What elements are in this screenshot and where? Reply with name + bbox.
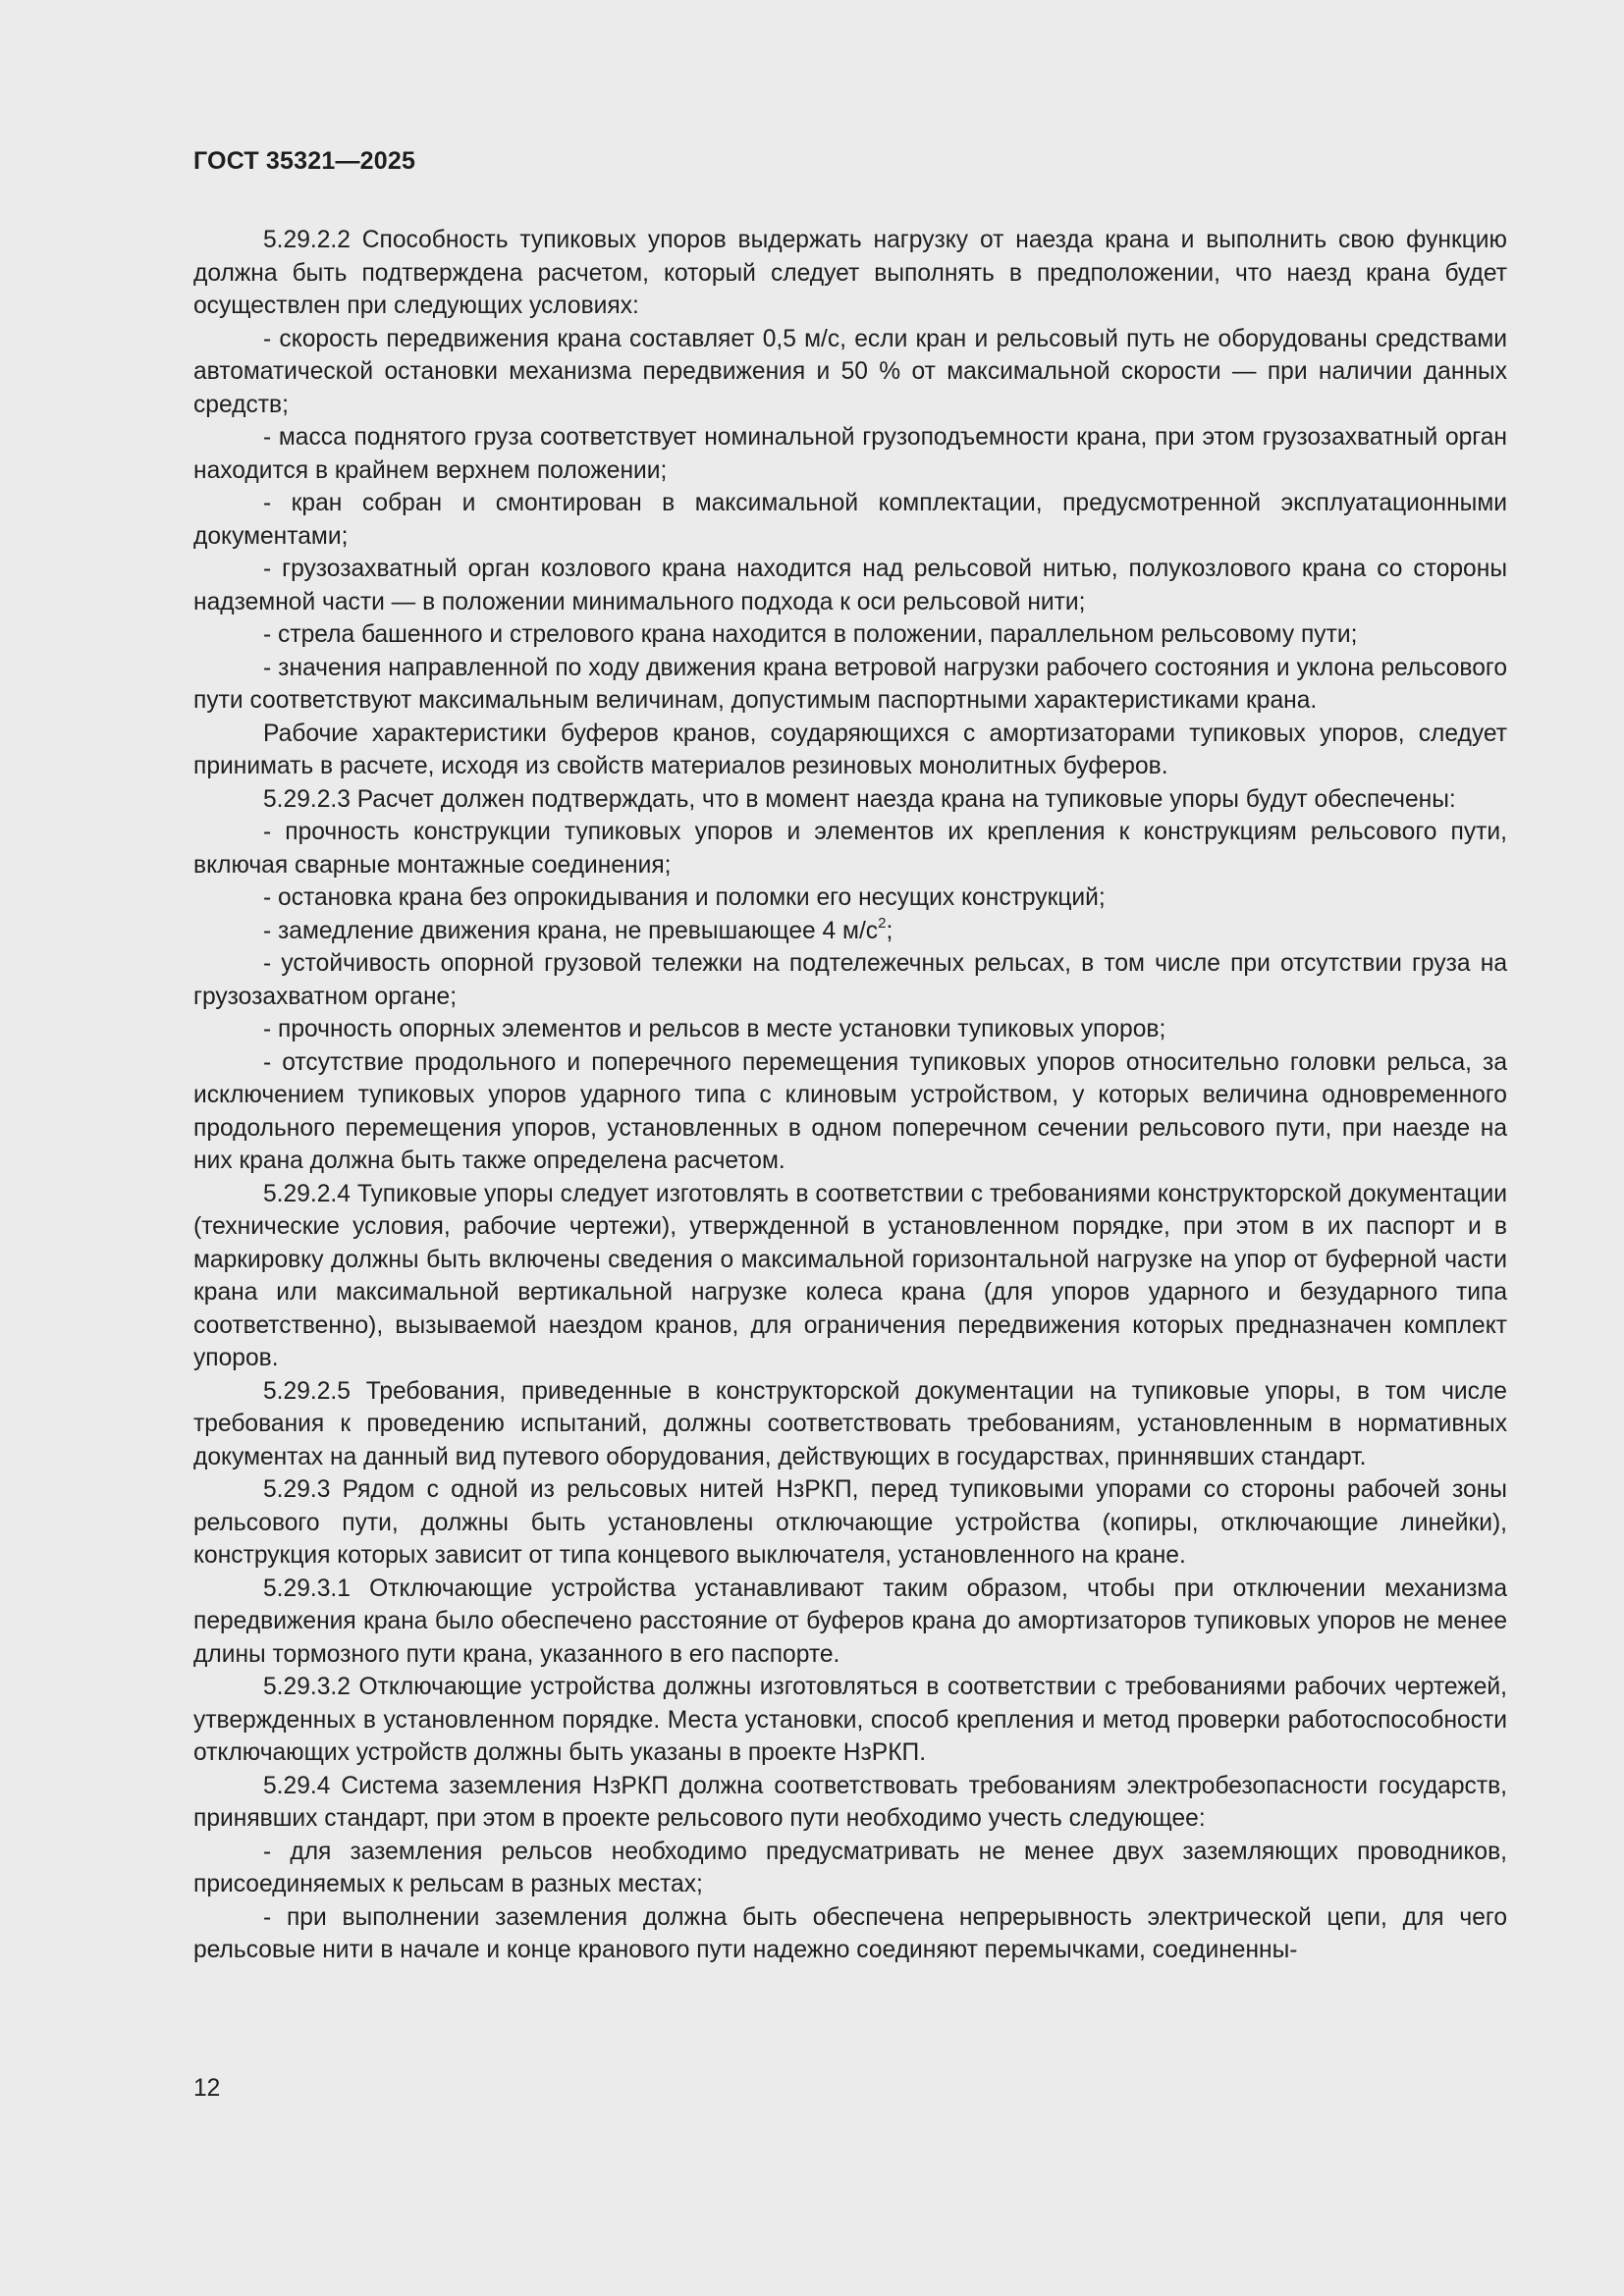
list-item-grounding-conductors: - для заземления рельсов необходимо предусматривать не менее двух заземляющих проводников, присоединяемых к рельсам в разных местах; [193,1838,1507,1897]
paragraph-buffer-characteristics: Рабочие характеристики буферов кранов, соударяющихся с амортизаторами тупиковых упоров, следует принимать в расчете, исходя из свойств материалов резиновых монолитных буферов. [193,720,1507,779]
list-item-assembly: - кран собран и смонтирован в максимальной комплектации, предусмотренной эксплуатационными документами; [193,490,1507,550]
paragraph-5-29-2-5: 5.29.2.5 Требования, приведенные в конструкторской документации на тупиковые упоры, в том числе требования к проведению испытаний, должны соответствовать требованиям, установленным в нормативных документах на данный вид путевого оборудования, действующих в государствах, приннявших стандарт. [193,1377,1507,1470]
deceleration-text: - замедление движения крана, не превышающее 4 м/с [263,917,879,944]
list-item-no-displacement: - отсутствие продольного и поперечного перемещения тупиковых упоров относительно головки рельса, за исключением тупиковых упоров ударного типа с клиновым устройством, у которых величина одновременного продольного перемещения упоров, установленных в одном поперечном сечении рельсового пути, при наезде на них крана должна быть также определена расчетом. [193,1048,1507,1174]
list-item-boom-position: - стрела башенного и стрелового крана находится в положении, параллельном рельсовому пути; [263,621,1358,648]
paragraph-5-29-2-3: 5.29.2.3 Расчет должен подтверждать, что в момент наезда крана на тупиковые упоры будут обеспечены: [263,785,1456,813]
deceleration-superscript: 2 [878,914,887,932]
list-item-support-strength: - прочность опорных элементов и рельсов в месте установки тупиковых упоров; [263,1016,1166,1042]
deceleration-tail: ; [886,917,893,944]
paragraph-5-29-3: 5.29.3 Рядом с одной из рельсовых нитей НзРКП, перед тупиковыми упорами со стороны рабочей зоны рельсового пути, должны быть установлены отключающие устройства (копиры, отключающие линейки), конструкция которых зависит от типа концевого выключателя, установленного на кране. [193,1476,1507,1569]
paragraph-5-29-3-1: 5.29.3.1 Отключающие устройства устанавливают таким образом, чтобы при отключении механизма передвижения крана было обеспечено расстояние от буферов крана до амортизаторов тупиковых упоров не менее длины тормозного пути крана, указанного в его паспорте. [193,1575,1507,1668]
paragraph-5-29-2-2: 5.29.2.2 Способность тупиковых упоров выдержать нагрузку от наезда крана и выполнить свою функцию должна быть подтверждена расчетом, который следует выполнять в предположении, что наезд крана будет осуществлен при следующих условиях: [193,227,1507,319]
paragraph-5-29-3-2: 5.29.3.2 Отключающие устройства должны изготовляться в соответствии с требованиями рабочих чертежей, утвержденных в установленном порядке. Места установки, способ крепления и метод проверки работоспособности отключающих устройств должны быть указаны в проекте НзРКП. [193,1674,1507,1766]
page-number: 12 [193,2075,221,2102]
list-item-wind-load: - значения направленной по ходу движения крана ветровой нагрузки рабочего состояния и уклона рельсового пути соответствуют максимальным величинам, допустимым паспортными характеристиками крана. [193,654,1507,714]
list-item-trolley-stability: - устойчивость опорной грузовой тележки на подтележечных рельсах, в том числе при отсутствии груза на грузозахватном органе; [193,950,1507,1010]
list-item-load-mass: - масса поднятого груза соответствует номинальной грузоподъемности крана, при этом грузозахватный орган находится в крайнем верхнем положении; [193,424,1507,484]
paragraph-5-29-4: 5.29.4 Система заземления НзРКП должна соответствовать требованиям электробезопасности государств, принявших стандарт, при этом в проекте рельсового пути необходимо учесть следующее: [193,1772,1507,1832]
document-code-header: ГОСТ 35321—2025 [193,147,416,175]
list-item-crane-stop: - остановка крана без опрокидывания и поломки его несущих конструкций; [263,884,1106,911]
document-body [193,224,1507,1967]
list-item-circuit-continuity: - при выполнении заземления должна быть обеспечена непрерывность электрической цепи, для чего рельсовые нити в начале и конце кранового пути надежно соединяют перемычками, соединенны- [193,1903,1507,1963]
list-item-speed: - скорость передвижения крана составляет 0,5 м/с, если кран и рельсовый путь не оборудованы средствами автоматической остановки механизма передвижения и 50 % от максимальной скорости — при наличии данных средств; [193,325,1507,418]
list-item-gripper-position: - грузозахватный орган козлового крана находится над рельсовой нитью, полукозлового крана со стороны надземной части — в положении минимального подхода к оси рельсовой нити; [193,556,1507,615]
paragraph-5-29-2-4: 5.29.2.4 Тупиковые упоры следует изготовлять в соответствии с требованиями конструкторской документации (технические условия, рабочие чертежи), утвержденной в установленном порядке, при этом в их паспорт и в маркировку должны быть включены сведения о максимальной горизонтальной нагрузке на упор от буферной части крана или максимальной вертикальной нагрузке колеса крана (для упоров ударного и безударного типа соответственно), вызываемой наездом кранов, для ограничения передвижения которых предназначен комплект упоров. [193,1180,1507,1371]
list-item-structure-strength: - прочность конструкции тупиковых упоров и элементов их крепления к конструкциям рельсового пути, включая сварные монтажные соединения; [193,819,1507,879]
list-item-deceleration [193,915,1507,948]
